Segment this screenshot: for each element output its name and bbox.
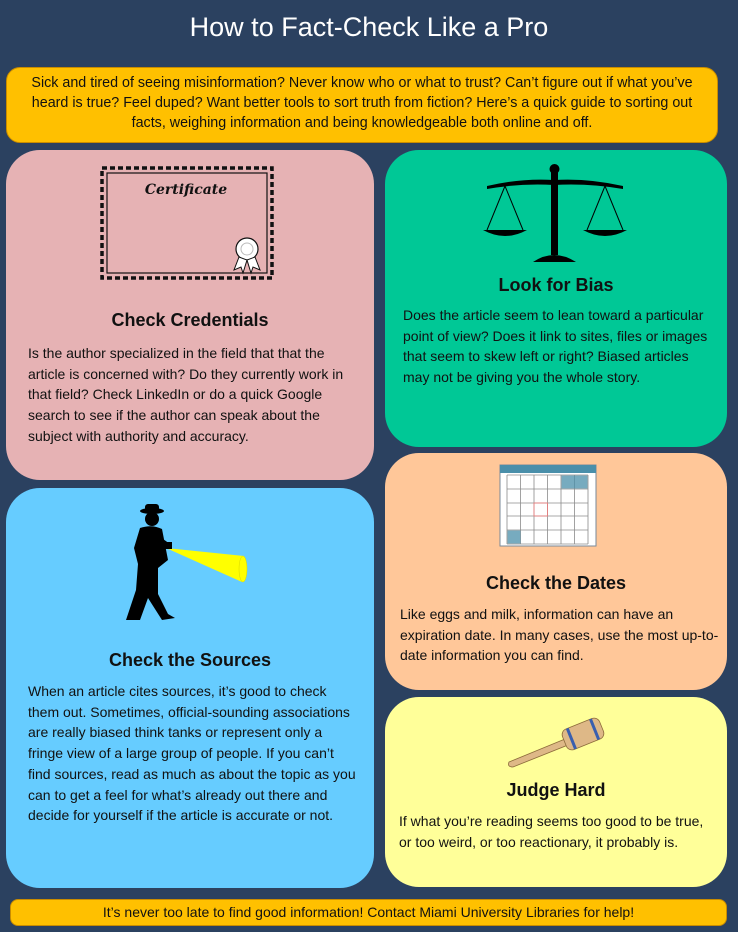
card-heading: Check the Sources xyxy=(108,650,272,670)
card-body: If what you’re reading seems too good to be true, or too weird, or too reactionary, it probably is. xyxy=(399,813,704,850)
card-look-for-bias xyxy=(385,150,727,447)
page-title: How to Fact-Check Like a Pro xyxy=(189,12,549,42)
card-body: Is the author specialized in the field that that the article is concerned with? Do they currently work in that field? Check LinkedIn or do a quick Google search to see if the author can speak about the subject with authority and accuracy. xyxy=(28,345,344,444)
card-check-the-dates xyxy=(385,453,727,690)
card-check-credentials xyxy=(6,150,374,480)
footer-banner: It’s never too late to find good information! Contact Miami University Libraries for help! xyxy=(10,899,727,926)
certificate-icon xyxy=(98,164,276,282)
intro-banner: Sick and tired of seeing misinformation? Never know who or what to trust? Can’t figure out if what you’ve heard is true? Feel duped? Want better tools to sort truth from fiction? Here’s a quick guide to sorting out facts, weighing information and being knowledgeable both online and off. xyxy=(6,67,718,143)
card-heading: Judge Hard xyxy=(506,780,606,800)
scales-icon xyxy=(481,164,629,264)
card-body: Like eggs and milk, information can have an expiration date. In many cases, use the most up-to-date information you can find. xyxy=(400,606,719,664)
gavel-icon xyxy=(505,709,605,769)
card-body: When an article cites sources, it’s good to check them out. Sometimes, official-sounding associations are really biased think tanks or represent only a fringe view of a large group of people. If you can’t find sources, read as much as about the topic as you can to get a feel for what’s already out there and decide for yourself if the article is accurate or not. xyxy=(28,683,356,824)
card-judge-hard xyxy=(385,697,727,887)
card-body: Does the article seem to lean toward a particular point of view? Does it link to sites, files or images that seem to skew left or right? Biased articles may not be giving you the whole story. xyxy=(403,307,708,386)
calendar-icon xyxy=(500,465,597,547)
card-heading: Look for Bias xyxy=(498,275,614,295)
card-heading: Check Credentials xyxy=(111,310,269,330)
card-heading: Check the Dates xyxy=(485,573,627,593)
detective-flashlight-icon xyxy=(124,504,254,622)
card-check-the-sources xyxy=(6,488,374,888)
certificate-label: Certificate xyxy=(144,182,228,198)
